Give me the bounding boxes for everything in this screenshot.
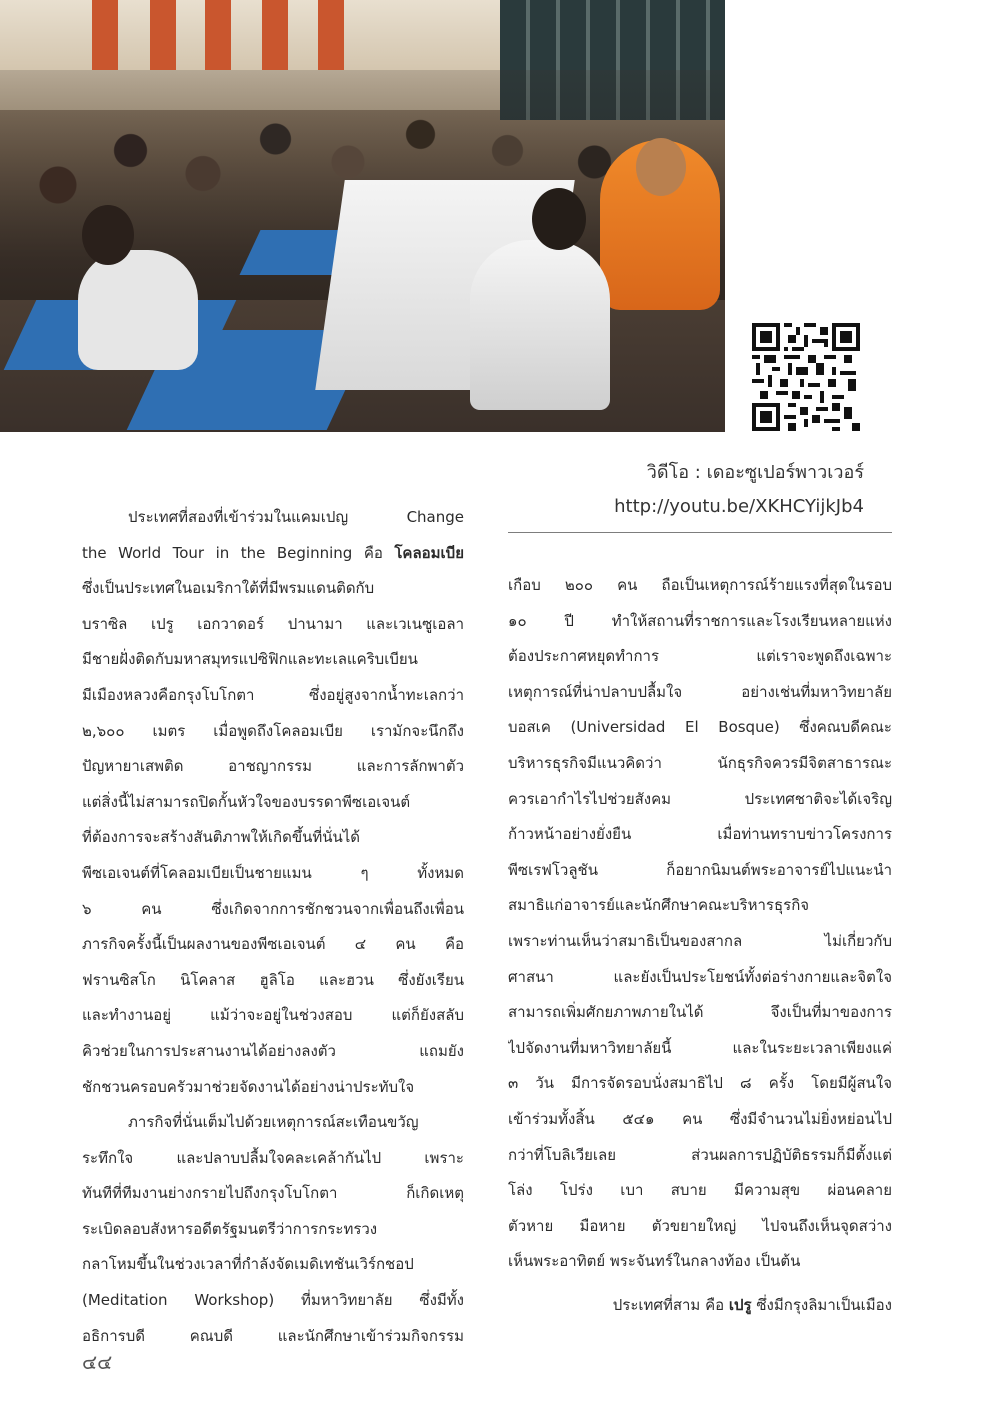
paragraph-line: คิวช่วยในการประสานงานได้อย่างลงตัว แถมยัง bbox=[82, 1041, 464, 1060]
paragraph-line: พีซเอเจนต์ที่โคลอมเบียเป็นชายแมน ๆ ทั้งหมด bbox=[82, 863, 464, 882]
paragraph-line: เห็นพระอาทิตย์ พระจันทร์ในกลางท้อง เป็นต้น bbox=[508, 1252, 801, 1271]
country-name-peru: เปรู bbox=[728, 1296, 752, 1314]
paragraph-line: ฟรานซิสโก นิโคลาส ฮูลิโอ และฮวน ซึ่งยังเรียน bbox=[82, 970, 464, 989]
caption-link[interactable]: http://youtu.be/XKHCYijkJb4 bbox=[614, 496, 864, 517]
paragraph-line: อธิการบดี คณบดี และนักศึกษาเข้าร่วมกิจกรรม bbox=[82, 1326, 464, 1345]
paragraph-line: ๑๐ ปี ทำให้สถานที่ราชการและโรงเรียนหลายแห่ง bbox=[508, 611, 892, 630]
paragraph-line: ระเบิดลอบสังหารอดีตรัฐมนตรีว่าการกระทรวง bbox=[82, 1219, 378, 1238]
paragraph-line: ภารกิจครั้งนี้เป็นผลงานของพีซเอเจนต์ ๔ คน คือ bbox=[82, 935, 464, 954]
paragraph-line: ปัญหายาเสพติด อาชญากรรม และการลักพาตัว bbox=[82, 757, 464, 776]
paragraph-line: the World Tour in the Beginning คือ โคลอมเบีย bbox=[82, 543, 464, 562]
paragraph-line: ภารกิจที่นั่นเต็มไปด้วยเหตุการณ์สะเทือนขวัญ bbox=[128, 1113, 419, 1132]
paragraph-line: เหตุการณ์ที่น่าปลาบปลื้มใจ อย่างเช่นที่มหาวิทยาลัย bbox=[508, 682, 892, 701]
paragraph-line: บอสเค (Universidad El Bosque) ซึ่งคณบดีคณะ bbox=[508, 718, 892, 737]
paragraph-line: ต้องประกาศหยุดทำการ แต่เราจะพูดถึงเฉพาะ bbox=[508, 647, 892, 666]
paragraph-line: ซึ่งเป็นประเทศในอเมริกาใต้ที่มีพรมแดนติดกับ bbox=[82, 579, 375, 598]
caption-title: วิดีโอ : เดอะซูเปอร์พาวเวอร์ bbox=[646, 462, 864, 483]
paragraph-line: เพราะท่านเห็นว่าสมาธิเป็นของสากล ไม่เกี่ยวกับ bbox=[508, 931, 892, 950]
video-caption bbox=[614, 456, 864, 524]
paragraph-line: ๒,๖๐๐ เมตร เมื่อพูดถึงโคลอมเบีย เรามักจะนึกถึง bbox=[82, 721, 464, 740]
paragraph-line: โล่ง โปร่ง เบา สบาย มีความสุข ผ่อนคลาย bbox=[508, 1181, 892, 1200]
paragraph-line: ตัวหาย มือหาย ตัวขยายใหญ่ ไปจนถึงเห็นจุดสว่าง bbox=[508, 1216, 892, 1235]
paragraph-line: มีเมืองหลวงคือกรุงโบโกตา ซึ่งอยู่สูงจากน้ำทะเลกว่า bbox=[82, 685, 464, 704]
paragraph-line: มีชายฝั่งติดกับมหาสมุทรแปซิฟิกและทะเลแคริบเบียน bbox=[82, 650, 418, 669]
paragraph-line: (Meditation Workshop) ที่มหาวิทยาลัย ซึ่งมีทั้ง bbox=[82, 1291, 464, 1310]
paragraph-line: ควรเอากำไรไปช่วยสังคม ประเทศชาติจะได้เจริญ bbox=[508, 789, 892, 808]
caption-divider bbox=[508, 532, 892, 533]
paragraph-line: พีซเรฟโวลูชัน ก็อยากนิมนต์พระอาจารย์ไปแนะนำ bbox=[508, 860, 892, 879]
page-number: ๔๔ bbox=[82, 1350, 113, 1374]
paragraph-line: ก้าวหน้าอย่างยั่งยืน เมื่อท่านทราบข่าวโครงการ bbox=[508, 825, 892, 844]
paragraph-line: ชักชวนครอบครัวมาช่วยจัดงานได้อย่างน่าประทับใจ bbox=[82, 1077, 415, 1096]
paragraph-line: ไปจัดงานที่มหาวิทยาลัยนี้ และในระยะเวลาเพียงแค่ bbox=[508, 1038, 892, 1057]
paragraph-line: ศาสนา และยังเป็นประโยชน์ทั้งต่อร่างกายและจิตใจ bbox=[508, 967, 892, 986]
paragraph-line: ทันทีที่ทีมงานย่างกรายไปถึงกรุงโบโกตา ก็เกิดเหตุ bbox=[82, 1184, 464, 1203]
paragraph-line: เกือบ ๒๐๐ คน ถือเป็นเหตุการณ์ร้ายแรงที่สุดในรอบ bbox=[508, 576, 892, 594]
paragraph-line: ระทึกใจ และปลาบปลื้มใจคละเคล้ากันไป เพราะ bbox=[82, 1148, 464, 1167]
paragraph-line: ที่ต้องการจะสร้างสันติภาพให้เกิดขึ้นที่นั่นได้ bbox=[82, 828, 361, 847]
paragraph-line: เข้าร่วมทั้งสิ้น ๕๔๑ คน ซึ่งมีจำนวนไม่ยิ่งหย่อนไป bbox=[508, 1109, 892, 1128]
country-name-colombia: โคลอมเบีย bbox=[394, 543, 464, 562]
paragraph-line: ๖ คน ซึ่งเกิดจากการชักชวนจากเพื่อนถึงเพื่อน bbox=[82, 899, 464, 918]
qr-code-icon[interactable] bbox=[752, 323, 860, 431]
text-column-left bbox=[82, 500, 464, 1354]
paragraph-line: ๓ วัน มีการจัดรอบนั่งสมาธิไป ๘ ครั้ง โดยมีผู้สนใจ bbox=[508, 1074, 892, 1093]
text-column-right-continued bbox=[508, 1288, 892, 1324]
paragraph-line: ประเทศที่สาม คือ เปรู ซึ่งมีกรุงลิมาเป็นเมือง bbox=[612, 1296, 892, 1314]
paragraph-line: ประเทศที่สองที่เข้าร่วมในแคมเปญ Change bbox=[128, 508, 464, 526]
paragraph-line: กว่าที่โบลิเวียเลย ส่วนผลการปฏิบัติธรรมก็มีตั้งแต่ bbox=[508, 1145, 892, 1164]
paragraph-line: สามารถเพิ่มศักยภาพภายในได้ จึงเป็นที่มาของการ bbox=[508, 1003, 892, 1022]
paragraph-line: บริหารธุรกิจมีแนวคิดว่า นักธุรกิจควรมีจิตสาธารณะ bbox=[508, 753, 892, 772]
paragraph-line: กลาโหมขึ้นในช่วงเวลาที่กำลังจัดเมดิเทชันเวิร์กชอป bbox=[82, 1255, 414, 1274]
paragraph-line: สมาธิแก่อาจารย์และนักศึกษาคณะบริหารธุรกิจ bbox=[508, 896, 810, 915]
paragraph-line: และทำงานอยู่ แม้ว่าจะอยู่ในช่วงสอบ แต่ก็ยังสลับ bbox=[82, 1006, 464, 1025]
paragraph-line: บราซิล เปรู เอกวาดอร์ ปานามา และเวเนซูเอลา bbox=[82, 614, 464, 633]
text-column-right bbox=[508, 568, 892, 1280]
meditation-workshop-photo bbox=[0, 0, 725, 432]
paragraph-line: แต่สิ่งนี้ไม่สามารถปิดกั้นหัวใจของบรรดาพีซเอเจนต์ bbox=[82, 792, 411, 811]
